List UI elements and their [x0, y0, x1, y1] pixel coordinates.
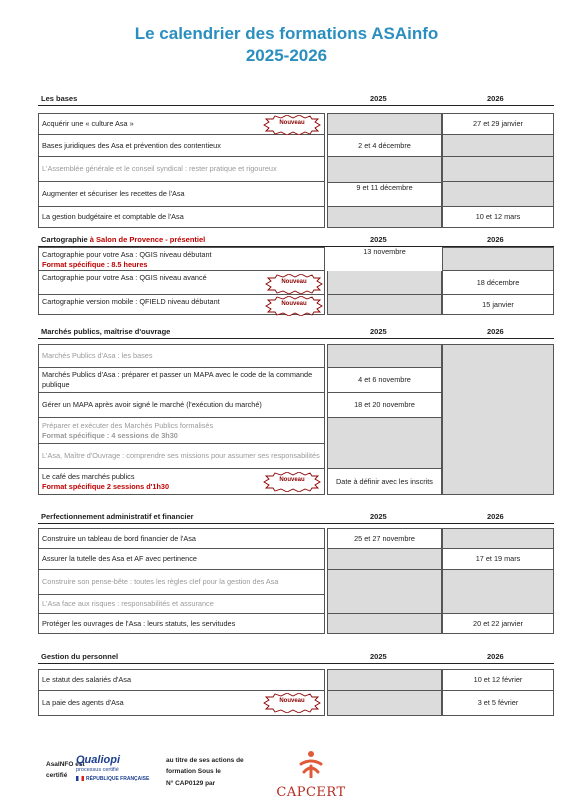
date-2026: 17 et 19 mars — [442, 549, 554, 570]
course-label: Construire un tableau de bord financier de l'Asa — [38, 528, 325, 549]
section-header — [38, 92, 554, 106]
course-label: La gestion budgétaire et comptable de l'Asa — [38, 207, 325, 228]
certification-text: AsaINFO est certifié — [46, 761, 85, 780]
date-2026 — [442, 444, 554, 469]
year-2026-header: 2026 — [487, 512, 504, 521]
table-row — [38, 207, 554, 228]
date-2026: 20 et 22 janvier — [442, 614, 554, 634]
date-2025: 2 et 4 décembre — [327, 135, 442, 157]
course-label: Le statut des salariés d'Asa — [38, 669, 325, 691]
section-header — [38, 510, 554, 524]
date-2025 — [327, 207, 442, 228]
date-2025 — [327, 418, 442, 444]
date-2025 — [327, 444, 442, 469]
course-label: Bases juridiques des Asa et prévention des contentieux — [38, 135, 325, 157]
date-2025 — [327, 344, 442, 368]
year-2025-header: 2025 — [370, 512, 387, 521]
course-label: L'Assemblée générale et le conseil syndical : rester pratique et rigoureux — [38, 157, 325, 182]
course-label: Construire son pense-bête : toutes les règles clef pour la gestion des Asa — [38, 570, 325, 595]
section-title: Gestion du personnel — [41, 652, 119, 661]
qualiopi-wordmark: Qualiopi — [76, 754, 120, 766]
year-2025-header: 2025 — [370, 94, 387, 103]
table-row — [38, 135, 554, 157]
year-2026-header: 2026 — [487, 94, 504, 103]
qualiopi-logo — [76, 754, 149, 782]
year-2026-header: 2026 — [487, 652, 504, 661]
date-2026 — [442, 344, 554, 368]
format-note: Format spécifique 2 sessions d'1h30 — [42, 481, 170, 491]
date-2025 — [327, 157, 442, 182]
table-row — [38, 595, 554, 614]
section-title: Cartographie à Salon de Provence - présentiel — [41, 235, 206, 244]
table-row — [38, 549, 554, 570]
date-2026: 10 et 12 mars — [442, 207, 554, 228]
table-row — [38, 691, 554, 716]
republique-francaise-mark: RÉPUBLIQUE FRANÇAISE — [76, 776, 149, 782]
flag-icon — [76, 776, 84, 781]
course-label: La paie des agents d'Asa Nouveau — [38, 691, 325, 716]
course-label: Marchés Publics d'Asa : les bases — [38, 344, 325, 368]
section-title: Marchés publics, maîtrise d'ouvrage — [41, 327, 171, 336]
nouveau-badge: Nouveau — [265, 296, 323, 316]
year-2026-header: 2026 — [487, 235, 504, 244]
date-2025 — [327, 669, 442, 691]
table-row — [38, 528, 554, 549]
section-header — [38, 325, 554, 339]
course-label: L'Asa, Maître d'Ouvrage : comprendre ses missions pour assumer ses responsabilités — [38, 444, 325, 469]
course-label: Protéger les ouvrages de l'Asa : leurs statuts, les servitudes — [38, 614, 325, 634]
date-2026 — [442, 157, 554, 182]
table-row — [38, 113, 554, 135]
course-label: Augmenter et sécuriser les recettes de l'Asa — [38, 182, 325, 207]
section-title: Les bases — [41, 94, 78, 103]
capcert-logo — [262, 750, 360, 800]
format-note: Format spécifique : 4 sessions de 3h30 — [42, 430, 178, 440]
date-2025 — [327, 570, 442, 595]
table-row — [38, 418, 554, 444]
date-2026 — [442, 368, 554, 393]
nouveau-badge: Nouveau — [263, 472, 321, 492]
course-label: Préparer et exécuter des Marchés Publics formalisés Format spécifique : 4 sessions de 3h30 — [38, 418, 325, 444]
date-2025 — [327, 549, 442, 570]
date-2025: 18 et 20 novembre — [327, 393, 442, 418]
table-row — [38, 271, 554, 295]
section-marches-publics — [38, 325, 554, 495]
table-row — [38, 182, 554, 207]
table-row — [38, 247, 554, 271]
nouveau-badge: Nouveau — [263, 693, 321, 713]
date-2026 — [442, 570, 554, 595]
date-2025 — [327, 614, 442, 634]
nouveau-badge: Nouveau — [263, 115, 321, 135]
section-bases — [38, 92, 554, 228]
format-note: Format spécifique : 8.5 heures — [42, 259, 148, 269]
table-row — [38, 344, 554, 368]
course-label: Acquérir une « culture Asa » Nouveau — [38, 113, 325, 135]
date-2026 — [442, 135, 554, 157]
section-gestion-personnel — [38, 650, 554, 716]
qualiopi-subtitle: processus certifié — [76, 767, 119, 773]
table-row — [38, 669, 554, 691]
nouveau-badge: Nouveau — [265, 274, 323, 294]
date-2026 — [442, 469, 554, 495]
course-label: Gérer un MAPA après avoir signé le marché (l'exécution du marché) — [38, 393, 325, 418]
page-subtitle-years: 2025-2026 — [245, 46, 328, 65]
course-label: L'Asa face aux risques : responsabilités et assurance — [38, 595, 325, 614]
table-row — [38, 614, 554, 634]
course-label: Assurer la tutelle des Asa et AF avec pertinence — [38, 549, 325, 570]
course-label: Cartographie version mobile : QFIELD niveau débutant Nouveau — [38, 295, 325, 315]
date-2026: 15 janvier — [442, 295, 554, 315]
course-label: Cartographie pour votre Asa : QGIS niveau débutant Format spécifique : 8.5 heures — [38, 247, 325, 271]
date-2026: 27 et 29 janvier — [442, 113, 554, 135]
date-2025 — [327, 595, 442, 614]
section-title: Perfectionnement administratif et financier — [41, 512, 194, 521]
course-label: Le café des marchés publics Format spécifique 2 sessions d'1h30 Nouveau — [38, 469, 325, 495]
date-2026: 18 décembre — [442, 271, 554, 295]
table-row — [38, 295, 554, 315]
date-2026 — [442, 182, 554, 207]
date-2026 — [442, 595, 554, 614]
date-2025 — [327, 295, 442, 315]
date-2025 — [327, 271, 442, 295]
capcert-wordmark: CAPCERT — [276, 785, 346, 800]
table-row — [38, 393, 554, 418]
year-2025-header: 2025 — [370, 652, 387, 661]
date-2025: Date à définir avec les inscrits — [327, 469, 442, 495]
date-2025 — [327, 113, 442, 135]
section-header — [38, 650, 554, 664]
year-2025-header: 2025 — [370, 235, 387, 244]
date-2026 — [442, 418, 554, 444]
course-label: Marchés Publics d'Asa : préparer et passer un MAPA avec le code de la commande publique — [38, 368, 325, 393]
section-cartographie — [38, 233, 554, 315]
table-row — [38, 444, 554, 469]
table-row — [38, 570, 554, 595]
date-2025: 9 et 11 décembre — [327, 182, 442, 207]
date-2026: 3 et 5 février — [442, 691, 554, 716]
capcert-emblem-icon — [298, 750, 324, 778]
date-2026: 10 et 12 février — [442, 669, 554, 691]
footer — [0, 748, 573, 808]
date-2026 — [442, 247, 554, 271]
date-2026 — [442, 528, 554, 549]
course-label: Cartographie pour votre Asa : QGIS niveau avancé Nouveau — [38, 271, 325, 295]
page-title: Le calendrier des formations ASAinfo — [134, 24, 439, 43]
section-header — [38, 233, 554, 247]
section-perfectionnement — [38, 510, 554, 634]
table-row — [38, 469, 554, 495]
date-2025: 25 et 27 novembre — [327, 528, 442, 549]
table-row — [38, 368, 554, 393]
date-2025: 4 et 6 novembre — [327, 368, 442, 393]
date-2025 — [327, 691, 442, 716]
certification-details: au titre de ses actions de formation Sous le N° CAP0129 par — [166, 757, 244, 787]
year-2026-header: 2026 — [487, 327, 504, 336]
date-2025: 13 novembre — [363, 247, 406, 256]
table-row — [38, 157, 554, 182]
year-2025-header: 2025 — [370, 327, 387, 336]
date-2026 — [442, 393, 554, 418]
